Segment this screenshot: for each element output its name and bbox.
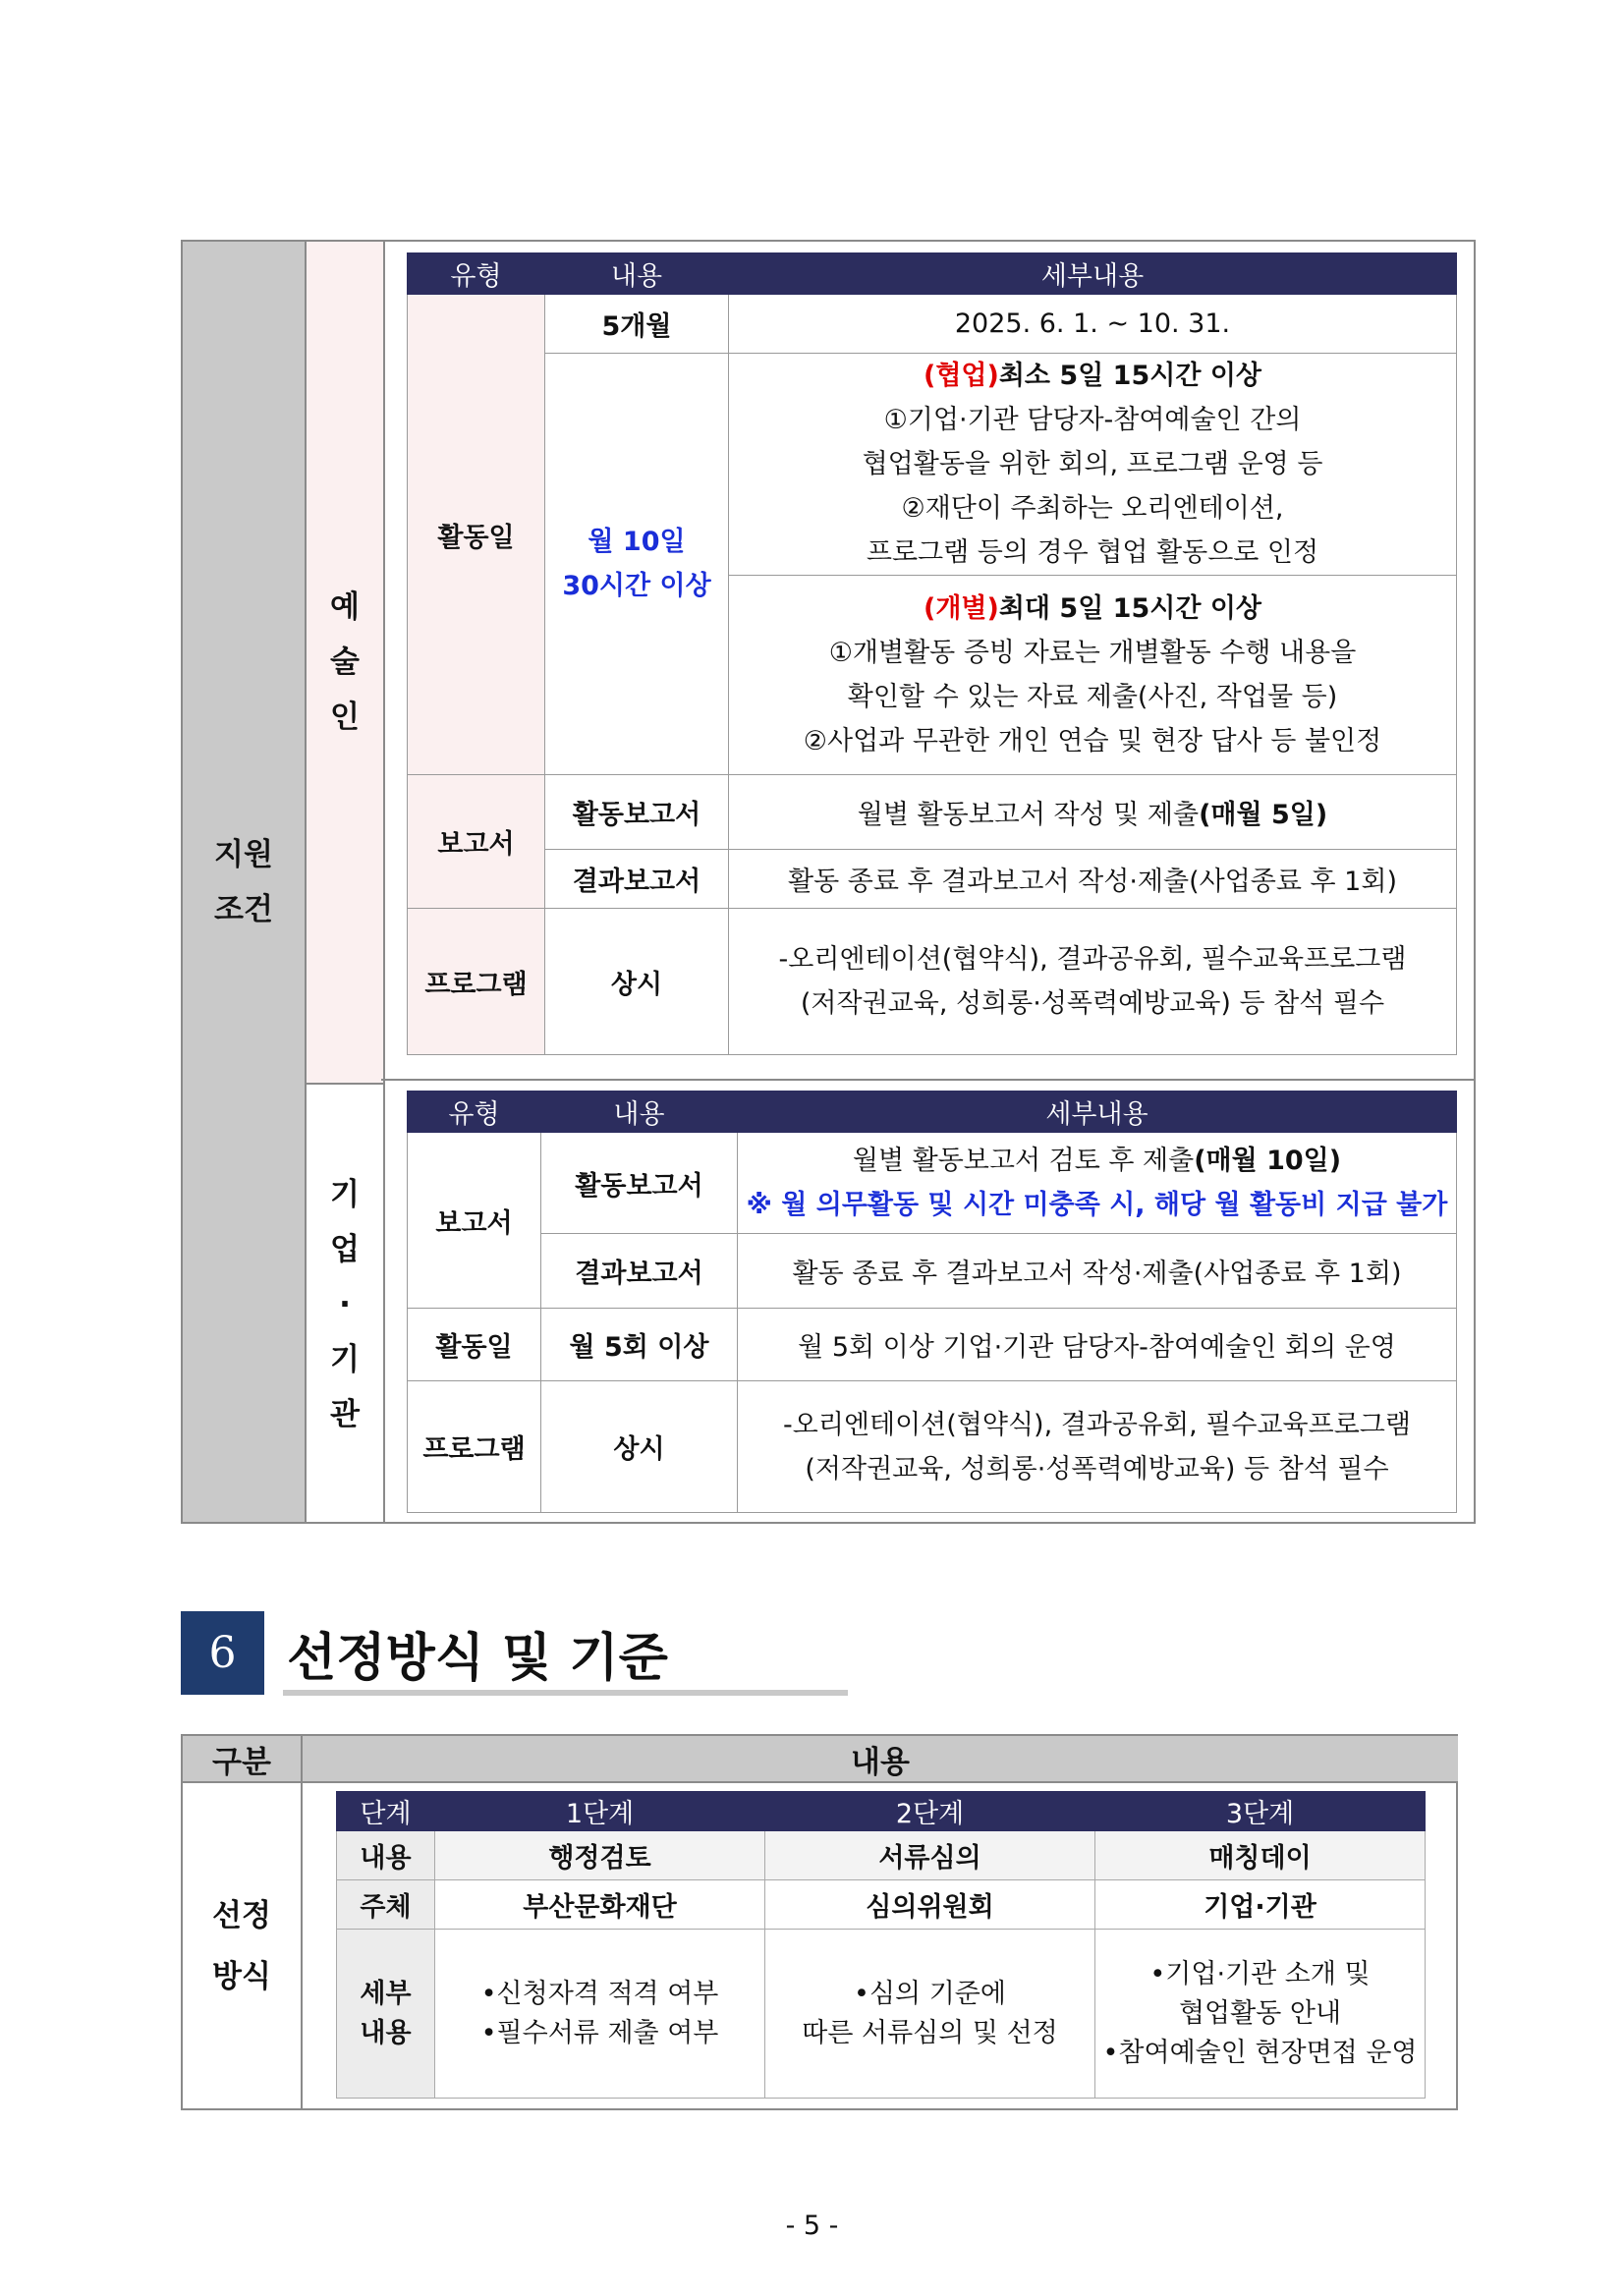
company-program-detail: -오리엔테이션(협약식), 결과공유회, 필수교육프로그램 (저작권교육, 성희롱·성폭력예방교육) 등 참석 필수 <box>738 1381 1457 1513</box>
company-report-row-2 <box>408 1234 1457 1309</box>
header-detail: 세부내용 <box>729 253 1457 295</box>
company-program-row <box>408 1381 1457 1513</box>
company-report-1-content: 활동보고서 <box>541 1133 738 1234</box>
selection-head-content: 내용 <box>303 1736 1458 1783</box>
artist-collab-detail: (협업)최소 5일 15시간 이상 ①기업·기관 담당자-참여예술인 간의 협업활동을 위한 회의, 프로그램 운영 등 ②재단이 주최하는 오리엔테이션, 프로그램 등의 경우 협업 활동으로 인정 <box>729 354 1457 576</box>
stage-3-owner: 기업·기관 <box>1095 1880 1426 1930</box>
company-program-type: 프로그램 <box>408 1381 541 1513</box>
artist-report-1-content: 활동보고서 <box>545 775 729 850</box>
stage-content-row <box>337 1831 1426 1880</box>
support-label-line-2: 조건 <box>214 891 273 927</box>
header-type: 유형 <box>408 1092 541 1133</box>
company-activity-type: 활동일 <box>408 1309 541 1381</box>
stage-3-detail: •기업·기관 소개 및 협업활동 안내 •참여예술인 현장면접 운영 <box>1095 1930 1426 2099</box>
selection-stages-table <box>336 1791 1426 2099</box>
artist-report-row-2 <box>408 850 1457 909</box>
selection-method-label: 선정 방식 <box>183 1783 303 2108</box>
artist-report-type: 보고서 <box>408 775 545 909</box>
company-report-type: 보고서 <box>408 1133 541 1309</box>
stage-header-1: 1단계 <box>435 1792 765 1831</box>
activity-fee-notice: ※ 월 의무활동 및 시간 미충족 시, 해당 월 활동비 지급 불가 <box>746 1190 1448 1220</box>
stage-detail-label: 세부 내용 <box>337 1930 435 2099</box>
artist-side-label: 예술인 <box>307 242 385 1085</box>
section-title: 선정방식 및 기준 <box>287 1629 668 1688</box>
page-number: - 5 - <box>785 2211 839 2241</box>
header-content: 내용 <box>541 1092 738 1133</box>
stage-1-content: 행정검토 <box>435 1831 765 1880</box>
company-report-2-content: 결과보고서 <box>541 1234 738 1309</box>
stage-1-owner: 부산문화재단 <box>435 1880 765 1930</box>
stage-owner-label: 주체 <box>337 1880 435 1930</box>
artist-table-header <box>408 253 1457 295</box>
company-conditions-table <box>407 1091 1457 1513</box>
stage-2-detail: •심의 기준에 따른 서류심의 및 선정 <box>765 1930 1095 2099</box>
artist-program-type: 프로그램 <box>408 909 545 1055</box>
support-label-line-1: 지원 <box>214 836 273 872</box>
section-title-underline <box>283 1690 848 1696</box>
company-report-1-detail: 월별 활동보고서 검토 후 제출(매월 10일) ※ 월 의무활동 및 시간 미충족 시, 해당 월 활동비 지급 불가 <box>738 1133 1457 1234</box>
header-content: 내용 <box>545 253 729 295</box>
selection-head-category: 구분 <box>183 1736 303 1783</box>
artist-report-2-content: 결과보고서 <box>545 850 729 909</box>
artist-activity-type: 활동일 <box>408 295 545 775</box>
stage-1-detail: •신청자격 적격 여부 •필수서류 제출 여부 <box>435 1930 765 2099</box>
stage-2-content: 서류심의 <box>765 1831 1095 1880</box>
support-conditions-label <box>183 242 307 1522</box>
section-number: 6 <box>181 1611 264 1695</box>
stage-content-label: 내용 <box>337 1831 435 1880</box>
artist-report-2-detail: 활동 종료 후 결과보고서 작성·제출(사업종료 후 1회) <box>729 850 1457 909</box>
stage-header-row <box>337 1792 1426 1831</box>
artist-report-row-1 <box>408 775 1457 850</box>
artist-program-row <box>408 909 1457 1055</box>
artist-period-row <box>408 295 1457 354</box>
artist-report-1-detail: 월별 활동보고서 작성 및 제출(매월 5일) <box>729 775 1457 850</box>
company-activity-row <box>408 1309 1457 1381</box>
stage-3-content: 매칭데이 <box>1095 1831 1426 1880</box>
company-activity-content: 월 5회 이상 <box>541 1309 738 1381</box>
artist-period-detail: 2025. 6. 1. ~ 10. 31. <box>729 295 1457 354</box>
header-detail: 세부내용 <box>738 1092 1457 1133</box>
artist-section-divider <box>381 1079 1476 1081</box>
stage-2-owner: 심의위원회 <box>765 1880 1095 1930</box>
stage-header-label: 단계 <box>337 1792 435 1831</box>
stage-header-2: 2단계 <box>765 1792 1095 1831</box>
header-type: 유형 <box>408 253 545 295</box>
company-activity-detail: 월 5회 이상 기업·기관 담당자-참여예술인 회의 운영 <box>738 1309 1457 1381</box>
company-table-header <box>408 1092 1457 1133</box>
company-program-content: 상시 <box>541 1381 738 1513</box>
stage-detail-row <box>337 1930 1426 2099</box>
artist-program-content: 상시 <box>545 909 729 1055</box>
artist-conditions-table <box>407 252 1457 1055</box>
artist-individual-detail: (개별)최대 5일 15시간 이상 ①개별활동 증빙 자료는 개별활동 수행 내용을 확인할 수 있는 자료 제출(사진, 작업물 등) ②사업과 무관한 개인 연습 및 현장 답사 등 불인정 <box>729 576 1457 775</box>
artist-collab-row <box>408 354 1457 576</box>
company-report-2-detail: 활동 종료 후 결과보고서 작성·제출(사업종료 후 1회) <box>738 1234 1457 1309</box>
stage-owner-row <box>337 1880 1426 1930</box>
company-side-label: 기업·기관 <box>307 1085 385 1524</box>
artist-period-content: 5개월 <box>545 295 729 354</box>
artist-program-detail: -오리엔테이션(협약식), 결과공유회, 필수교육프로그램 (저작권교육, 성희롱·성폭력예방교육) 등 참석 필수 <box>729 909 1457 1055</box>
company-report-row-1 <box>408 1133 1457 1234</box>
stage-header-3: 3단계 <box>1095 1792 1426 1831</box>
artist-activity-content: 월 10일 30시간 이상 <box>545 354 729 775</box>
